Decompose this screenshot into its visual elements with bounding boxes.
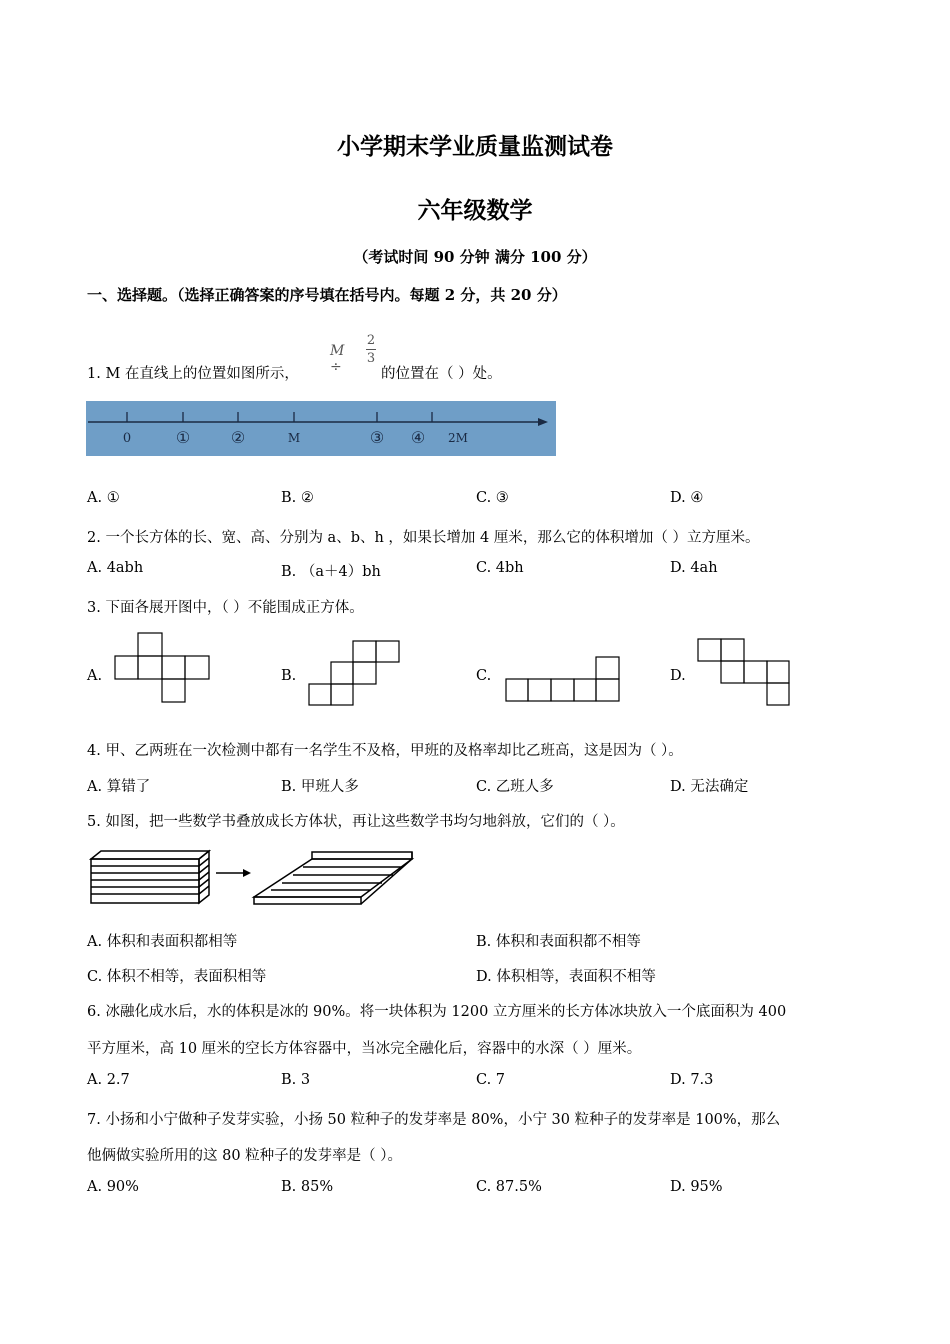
- cube-net-c: [500, 652, 625, 707]
- formula-var: M ÷: [330, 343, 345, 375]
- q5-option-c: C. 体积不相等，表面积相等: [87, 969, 267, 985]
- formula-numerator: 2: [366, 333, 376, 348]
- tick-label-3: ③: [369, 428, 385, 447]
- q7-option-c: C. 87.5%: [476, 1179, 542, 1195]
- arrow-right-icon: [243, 869, 251, 877]
- books-figure: [86, 847, 416, 907]
- q6-option-b: B. 3: [281, 1072, 311, 1088]
- number-line-background: [86, 401, 556, 456]
- q7-option-a: A. 90%: [87, 1179, 139, 1195]
- q6-option-a: A. 2.7: [87, 1072, 130, 1088]
- q3-option-b: B.: [281, 668, 297, 684]
- question-7-line-1: 7. 小扬和小宁做种子发芽实验，小扬 50 粒种子的发芽率是 80%，小宁 30 粒种子的发芽率是 100%，那么: [87, 1112, 781, 1128]
- q3-option-a: A.: [87, 668, 103, 684]
- cube-net-a: [110, 630, 215, 710]
- stack-top-face: [91, 851, 209, 859]
- q1-option-a: A. ①: [87, 490, 120, 506]
- section-heading: 一、选择题。（选择正确答案的序号填在括号内。每题 2 分，共 20 分）: [87, 286, 567, 304]
- question-4-text: 4. 甲、乙两班在一次检测中都有一名学生不及格，甲班的及格率却比乙班高，这是因为（ ）。: [87, 743, 683, 759]
- q5-option-b: B. 体积和表面积都不相等: [476, 934, 641, 950]
- q2-option-d: D. 4ah: [670, 560, 718, 576]
- q1-option-c: C. ③: [476, 490, 509, 506]
- q2-option-a: A. 4abh: [87, 560, 144, 576]
- question-2-text: 2. 一个长方体的长、宽、高、分别为 a、b、h ，如果长增加 4 厘米，那么它的体积增加（ ）立方厘米。: [87, 530, 760, 546]
- exam-info: （考试时间 90 分钟 满分 100 分）: [353, 248, 597, 266]
- cube-net-d: [694, 634, 794, 712]
- q7-option-b: B. 85%: [281, 1179, 334, 1195]
- q1-option-b: B. ②: [281, 490, 314, 506]
- tick-label-m: M: [287, 431, 301, 445]
- formula-denominator: 3: [366, 351, 376, 366]
- number-line-figure: [86, 401, 556, 456]
- question-1-text-after: 的位置在（ ）处。: [381, 366, 502, 382]
- q5-option-a: A. 体积和表面积都相等: [87, 934, 238, 950]
- cube-net-b: [305, 636, 400, 711]
- question-6-line-1: 6. 冰融化成水后，水的体积是冰的 90%。将一块体积为 1200 立方厘米的长方体冰块放入一个底面积为 400: [87, 1004, 787, 1020]
- q4-option-c: C. 乙班人多: [476, 779, 554, 795]
- q4-option-d: D. 无法确定: [670, 779, 749, 795]
- tick-label-2: ②: [230, 428, 246, 447]
- tick-label-2m: 2M: [448, 431, 468, 445]
- q4-option-a: A. 算错了: [87, 779, 151, 795]
- question-1-text-before: 1. M 在直线上的位置如图所示，: [87, 366, 299, 382]
- q3-option-d: D.: [670, 668, 686, 684]
- exam-title: 小学期末学业质量监测试卷: [337, 133, 613, 160]
- q4-option-b: B. 甲班人多: [281, 779, 359, 795]
- question-5-text: 5. 如图，把一些数学书叠放成长方体状，再让这些数学书均匀地斜放，它们的（ ）。: [87, 814, 625, 830]
- grade-subject: 六年级数学: [417, 197, 533, 224]
- tick-label-4: ④: [410, 428, 426, 447]
- q2-option-c: C. 4bh: [476, 560, 524, 576]
- q3-option-c: C.: [476, 668, 492, 684]
- question-7-line-2: 他俩做实验所用的这 80 粒种子的发芽率是（ ）。: [87, 1148, 403, 1164]
- q2-option-b: B. （a＋4）bh: [281, 564, 381, 580]
- q1-option-d: D. ④: [670, 490, 704, 506]
- q5-option-d: D. 体积相等，表面积不相等: [476, 969, 656, 985]
- question-3-text: 3. 下面各展开图中，（ ）不能围成正方体。: [87, 600, 364, 616]
- question-6-line-2: 平方厘米，高 10 厘米的空长方体容器中，当冰完全融化后，容器中的水深（ ）厘米。: [87, 1041, 642, 1057]
- q6-option-d: D. 7.3: [670, 1072, 714, 1088]
- tick-label-1: ①: [175, 428, 191, 447]
- q7-option-d: D. 95%: [670, 1179, 723, 1195]
- q6-option-c: C. 7: [476, 1072, 506, 1088]
- tick-label-0: 0: [122, 431, 132, 446]
